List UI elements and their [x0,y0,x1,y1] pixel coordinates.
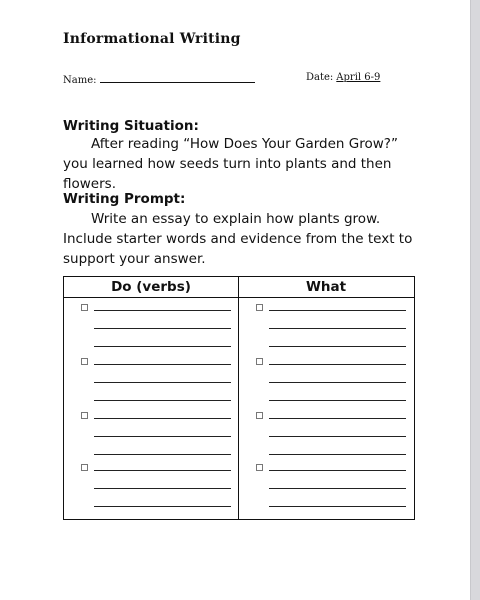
writing-line[interactable] [94,436,231,437]
writing-line[interactable] [94,488,231,489]
writing-line[interactable] [94,506,231,507]
writing-line[interactable] [269,436,406,437]
situation-text: After reading “How Does Your Garden Grow?” you learned how seeds turn into plants and then flowers. [63,136,398,192]
writing-line[interactable] [269,328,406,329]
prompt-heading: Writing Prompt: [63,191,186,207]
date-field [306,72,380,83]
writing-line[interactable] [269,470,406,471]
writing-line[interactable] [269,382,406,383]
date-value: April 6-9 [336,72,381,83]
checkbox-do-2[interactable] [81,358,88,365]
writing-line[interactable] [94,346,231,347]
writing-line[interactable] [94,310,231,311]
writing-line[interactable] [269,364,406,365]
column-header-do-verbs: Do (verbs) [64,277,238,298]
writing-line[interactable] [94,454,231,455]
prompt-text: Write an essay to explain how plants grow. Include starter words and evidence from the text to support your answer. [63,211,413,267]
situation-heading: Writing Situation: [63,118,199,134]
checkbox-do-3[interactable] [81,412,88,419]
writing-line[interactable] [269,506,406,507]
page-title: Informational Writing [63,31,241,47]
checkbox-what-1[interactable] [256,304,263,311]
column-divider [238,277,239,519]
writing-line[interactable] [269,346,406,347]
name-blank-line[interactable] [100,72,255,83]
name-label: Name: [63,75,97,86]
writing-line[interactable] [94,418,231,419]
checkbox-do-4[interactable] [81,464,88,471]
writing-line[interactable] [269,400,406,401]
brainstorm-table [63,276,415,520]
column-header-what: What [238,277,414,298]
writing-line[interactable] [269,488,406,489]
writing-line[interactable] [94,328,231,329]
date-label: Date: [306,72,334,83]
writing-line[interactable] [269,454,406,455]
writing-line[interactable] [94,470,231,471]
writing-line[interactable] [94,400,231,401]
checkbox-do-1[interactable] [81,304,88,311]
writing-line[interactable] [94,382,231,383]
checkbox-what-4[interactable] [256,464,263,471]
checkbox-what-2[interactable] [256,358,263,365]
name-field [63,72,255,86]
writing-line[interactable] [269,418,406,419]
checkbox-what-3[interactable] [256,412,263,419]
writing-line[interactable] [269,310,406,311]
writing-line[interactable] [94,364,231,365]
